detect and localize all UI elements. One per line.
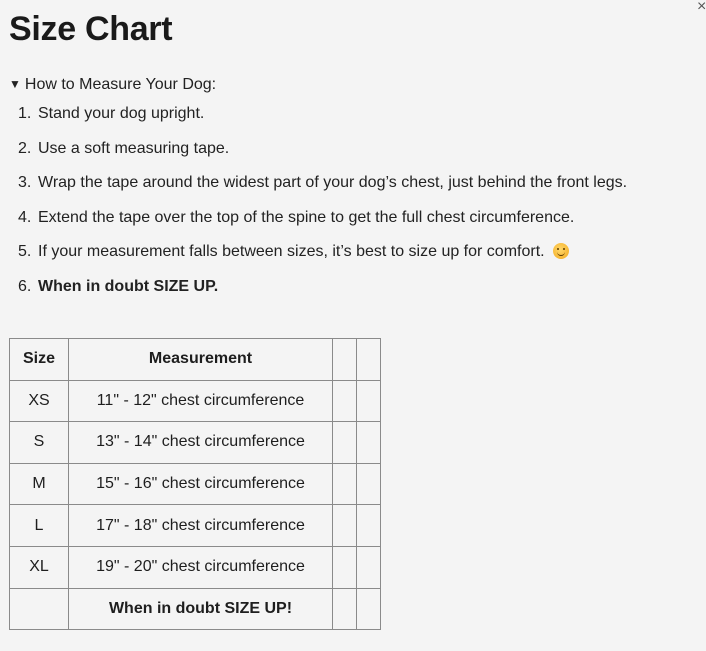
list-item xyxy=(18,243,627,278)
empty-cell xyxy=(10,588,69,630)
measurement-header: Measurement xyxy=(69,339,333,381)
measurement-cell: 19" - 20" chest circumference xyxy=(69,546,333,588)
size-header: Size xyxy=(10,339,69,381)
step-number: 6. xyxy=(18,277,32,295)
empty-header xyxy=(333,339,357,381)
measurement-cell: 15" - 16" chest circumference xyxy=(69,463,333,505)
list-item xyxy=(18,105,627,140)
step-text: If your measurement falls between sizes, it’s best to size up for comfort. xyxy=(38,243,545,261)
measurement-cell: 11" - 12" chest circumference xyxy=(69,380,333,422)
table-row xyxy=(10,422,381,464)
step-number: 5. xyxy=(18,243,32,261)
measure-steps-list xyxy=(18,105,627,313)
empty-cell xyxy=(333,588,357,630)
empty-cell xyxy=(357,546,381,588)
size-cell: XS xyxy=(10,380,69,422)
empty-cell xyxy=(333,505,357,547)
empty-header xyxy=(357,339,381,381)
size-up-note: When in doubt SIZE UP! xyxy=(69,588,333,630)
step-number: 1. xyxy=(18,105,32,122)
empty-cell xyxy=(333,463,357,505)
step-text: Extend the tape over the top of the spine to get the full chest circumference. xyxy=(38,208,575,226)
smiling-face-icon xyxy=(553,243,569,259)
step-text: Stand your dog upright. xyxy=(38,105,205,122)
empty-cell xyxy=(333,546,357,588)
empty-cell xyxy=(357,505,381,547)
list-item xyxy=(18,209,627,244)
table-row xyxy=(10,505,381,547)
triangle-down-icon: ▼ xyxy=(9,77,21,91)
size-table xyxy=(9,338,381,630)
step-number: 3. xyxy=(18,174,32,192)
empty-cell xyxy=(357,463,381,505)
list-item xyxy=(18,174,627,209)
step-text: Wrap the tape around the widest part of your dog’s chest, just behind the front legs. xyxy=(38,174,628,192)
empty-cell xyxy=(333,380,357,422)
empty-cell xyxy=(357,588,381,630)
close-button[interactable]: × xyxy=(697,0,706,15)
table-row xyxy=(10,380,381,422)
empty-cell xyxy=(357,380,381,422)
empty-cell xyxy=(333,422,357,464)
measure-guide-toggle[interactable] xyxy=(9,76,216,94)
step-text: Use a soft measuring tape. xyxy=(38,139,230,157)
step-number: 4. xyxy=(18,208,32,226)
table-header-row xyxy=(10,339,381,381)
page-title: Size Chart xyxy=(9,10,173,48)
size-cell: S xyxy=(10,422,69,464)
table-footer-row xyxy=(10,588,381,630)
table-row xyxy=(10,546,381,588)
size-cell: XL xyxy=(10,546,69,588)
measurement-cell: 17" - 18" chest circumference xyxy=(69,505,333,547)
size-cell: M xyxy=(10,463,69,505)
table-row xyxy=(10,463,381,505)
list-item xyxy=(18,140,627,175)
step-number: 2. xyxy=(18,139,32,157)
empty-cell xyxy=(357,422,381,464)
step-text: When in doubt SIZE UP. xyxy=(38,277,219,295)
size-cell: L xyxy=(10,505,69,547)
measurement-cell: 13" - 14" chest circumference xyxy=(69,422,333,464)
measure-guide-summary: How to Measure Your Dog: xyxy=(24,76,217,93)
list-item xyxy=(18,278,627,313)
